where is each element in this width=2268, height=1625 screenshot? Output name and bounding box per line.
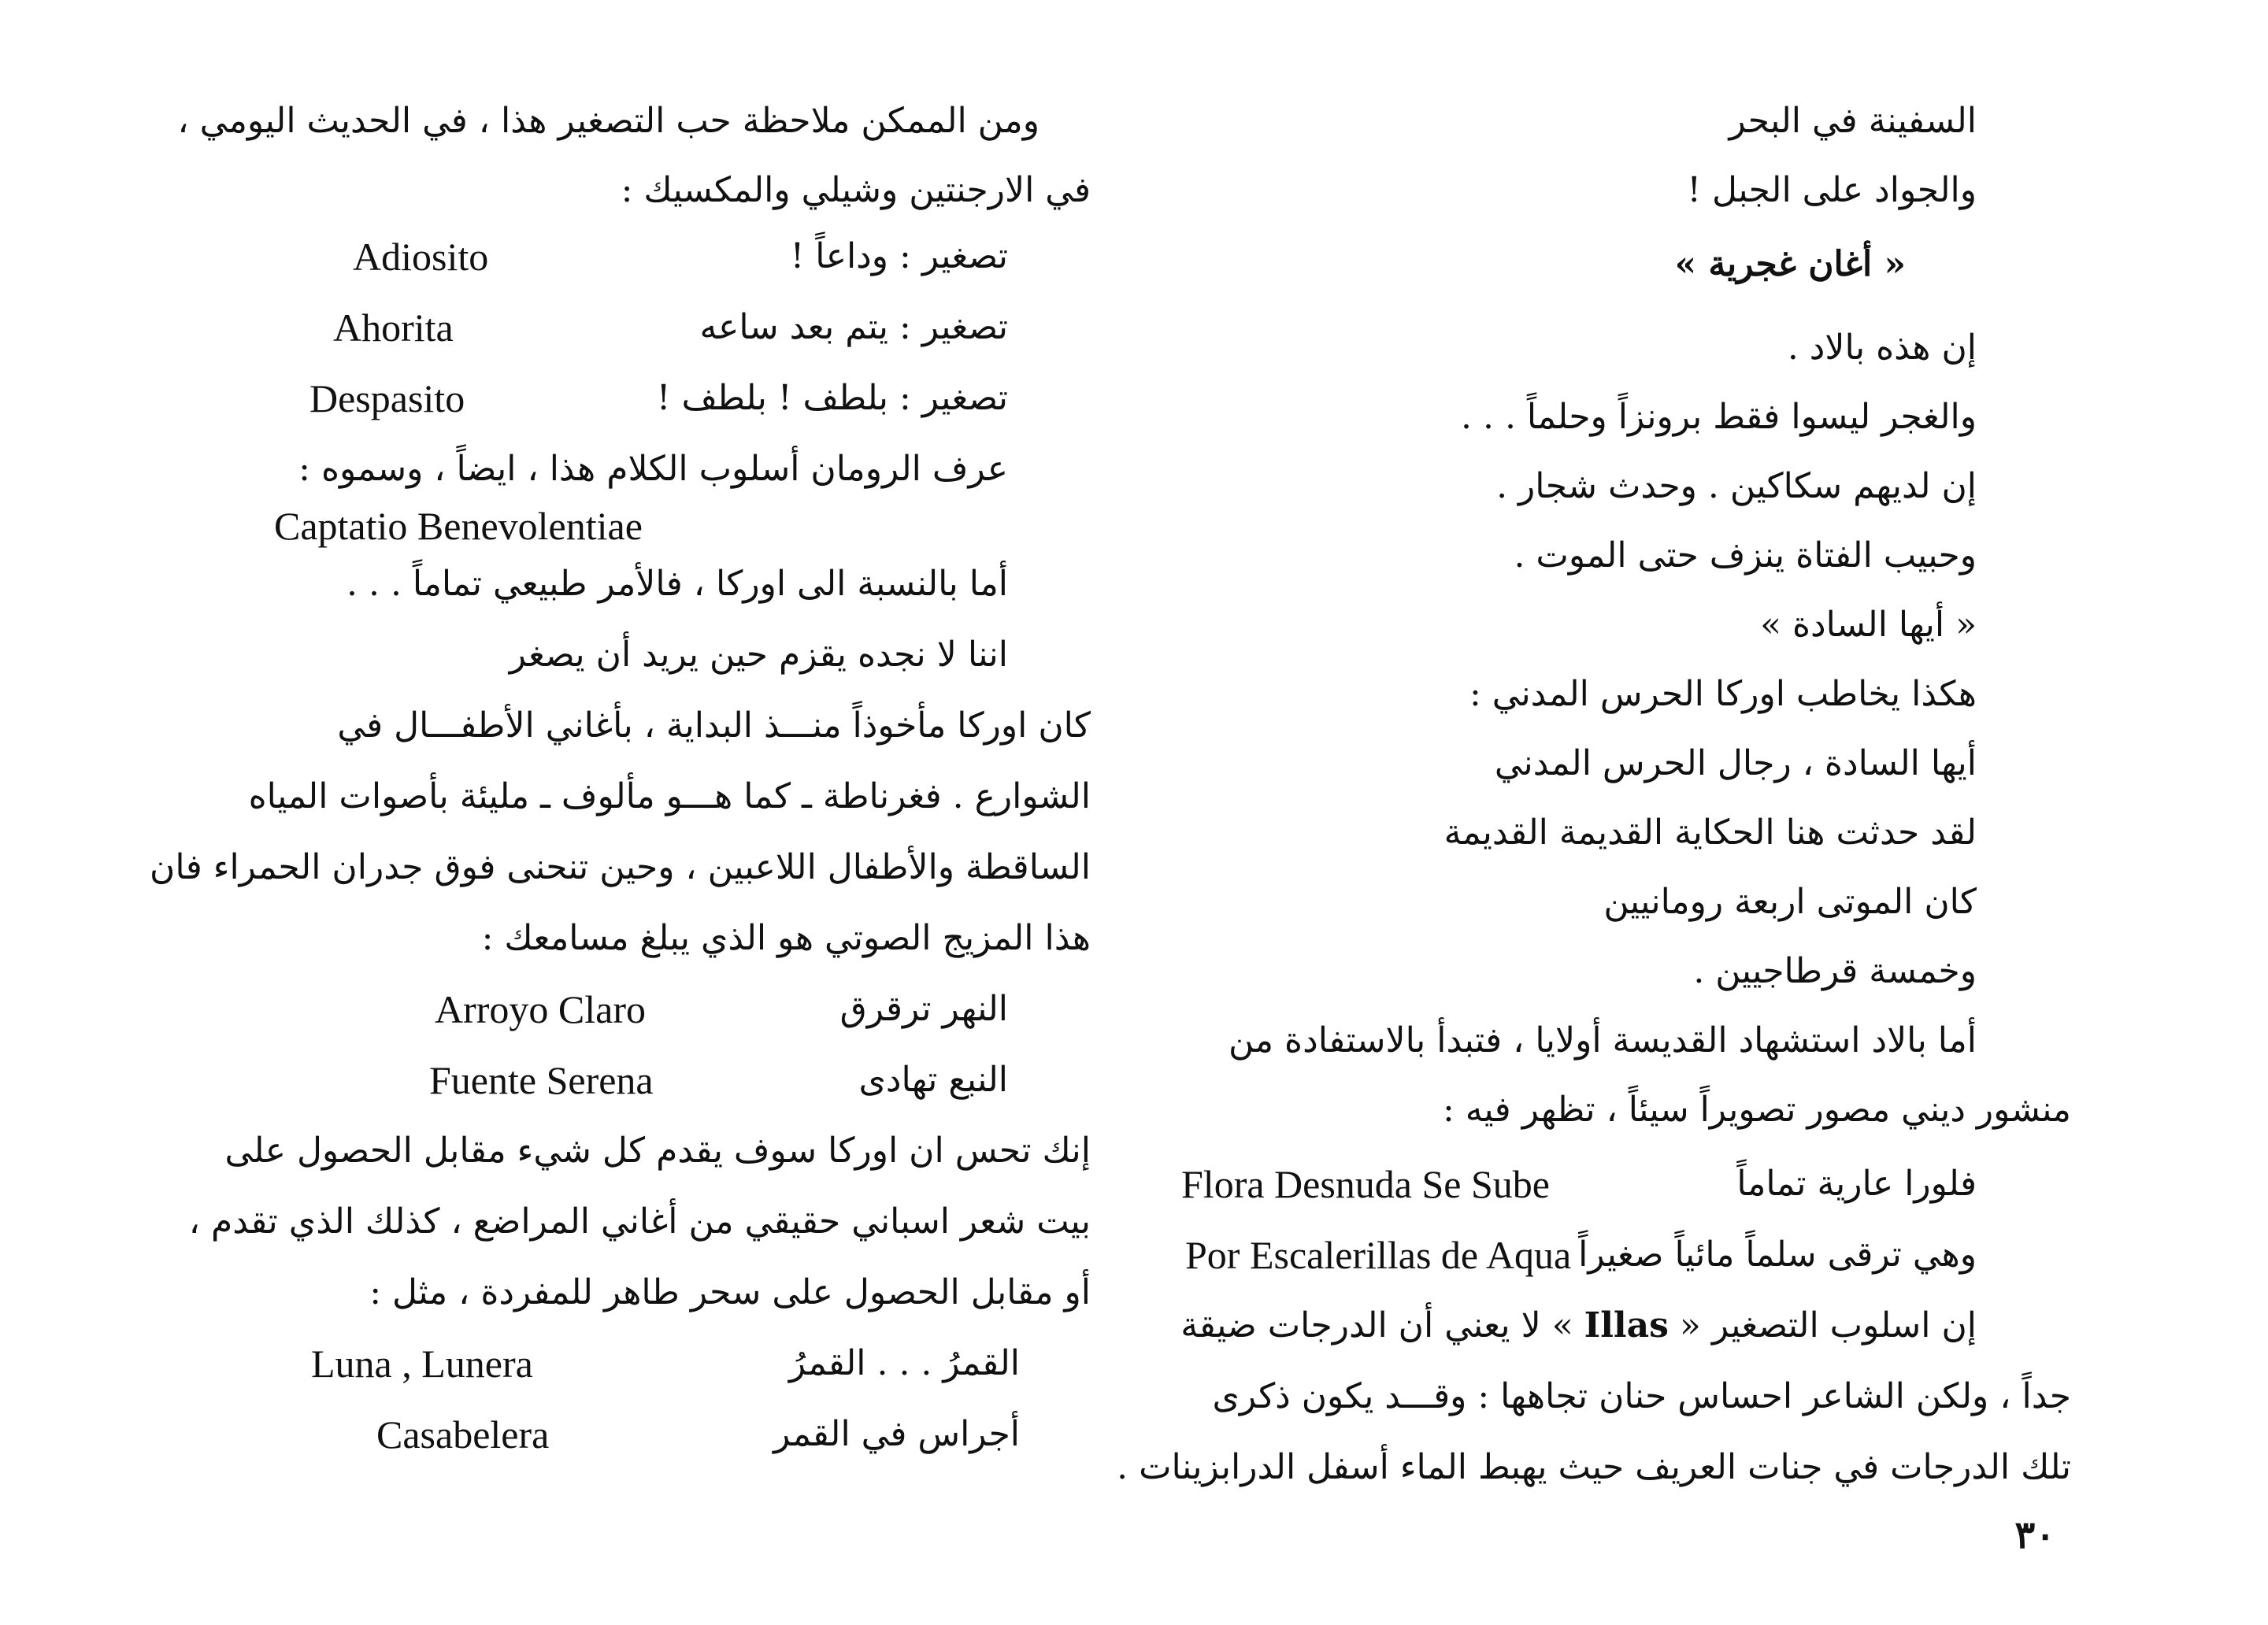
- intro-line: ومن الممكن ملاحظة حب التصغير هذا ، في الحديث اليومي ،: [177, 101, 1040, 141]
- lorca-line: هذا المزيج الصوتي هو الذي يبلغ مسامعك :: [481, 918, 1091, 958]
- lorca-line: اننا لا نجده يقزم حين يريد أن يصغر: [509, 635, 1008, 675]
- diminutive-arabic: تصغير : بلطف ! بلطف !: [656, 378, 1008, 418]
- verse-line: وخمسة قرطاجيين .: [1693, 951, 1977, 991]
- flora-arabic: وهي ترقى سلماً مائياً صغيراً: [1578, 1234, 1977, 1275]
- sound-spanish: Fuente Serena: [429, 1058, 654, 1102]
- paragraph-line: أما بالاد استشهاد القديسة أولايا ، فتبدأ بالاستفادة من: [1228, 1020, 1977, 1061]
- moon-spanish: Casabelera: [376, 1412, 550, 1457]
- sound-spanish: Arroyo Claro: [435, 987, 646, 1031]
- moon-spanish: Luna , Lunera: [311, 1342, 533, 1386]
- verse-line: إن لديهم سكاكين . وحدث شجار .: [1496, 466, 1977, 506]
- lorca-line: الساقطة والأطفال اللاعبين ، وحين تنحنى فوق جدران الحمراء فان: [150, 847, 1091, 887]
- verse-line: هكذا يخاطب اوركا الحرس المدني :: [1469, 674, 1977, 714]
- closing-line: جداً ، ولكن الشاعر احساس حنان تجاهها : وقـــد يكون ذكرى: [1212, 1376, 2071, 1416]
- verse-line: وحبيب الفتاة ينزف حتى الموت .: [1514, 535, 1977, 576]
- poetry-line: إنك تحس ان اوركا سوف يقدم كل شيء مقابل الحصول على: [224, 1131, 1091, 1171]
- sound-arabic: النبع تهادى: [858, 1060, 1008, 1100]
- verse-line: لقد حدثت هنا الحكاية القديمة القديمة: [1443, 812, 1977, 853]
- page-number: ٣٠: [2014, 1513, 2055, 1557]
- paragraph-line: منشور ديني مصور تصويراً سيئاً ، تظهر فيه :: [1443, 1090, 2071, 1130]
- verse-line: إن هذه بالاد .: [1787, 328, 1977, 368]
- lorca-line: الشوارع . فغرناطة ـ كما هـــو مألوف ـ مليئة بأصوات المياه: [248, 776, 1091, 816]
- moon-arabic: أجراس في القمر: [773, 1414, 1020, 1454]
- lorca-line: كان اوركا مأخوذاً منـــذ البداية ، بأغاني الأطفـــال في: [337, 705, 1091, 746]
- illas-line-end: » لا يعني أن الدرجات ضيقة: [1180, 1305, 1573, 1346]
- flora-spanish: Por Escalerillas de Aqua: [1185, 1233, 1572, 1277]
- diminutive-spanish: Ahorita: [333, 305, 454, 350]
- sound-arabic: النهر ترقرق: [839, 989, 1008, 1029]
- flora-spanish: Flora Desnuda Se Sube: [1181, 1162, 1550, 1206]
- intro-line: في الارجنتين وشيلي والمكسيك :: [621, 170, 1091, 210]
- poetry-line: أو مقابل الحصول على سحر طاهر للمفردة ، مثل :: [369, 1272, 1091, 1312]
- verse-line: « أيها السادة »: [1760, 605, 1977, 645]
- diminutive-arabic: تصغير : يتم بعد ساعه: [699, 307, 1008, 347]
- lorca-line: أما بالنسبة الى اوركا ، فالأمر طبيعي تماماً . . .: [346, 564, 1008, 604]
- romans-line: عرف الرومان أسلوب الكلام هذا ، ايضاً ، وسموه :: [298, 449, 1008, 489]
- illas-line-start: إن اسلوب التصغير «: [1679, 1305, 1977, 1346]
- opening-line: والجواد على الجبل !: [1687, 170, 1977, 210]
- illas-line: [1180, 1302, 1977, 1349]
- diminutive-spanish: Adiosito: [353, 235, 489, 279]
- diminutive-arabic: تصغير : وداعاً !: [790, 236, 1008, 276]
- moon-arabic: القمرُ . . . القمرُ: [788, 1343, 1020, 1383]
- opening-line: السفينة في البحر: [1729, 101, 1977, 141]
- verse-line: والغجر ليسوا فقط برونزاً وحلماً . . .: [1461, 397, 1977, 437]
- section-heading: « أغان غجرية »: [1674, 244, 1906, 284]
- flora-arabic: فلورا عارية تماماً: [1736, 1164, 1977, 1204]
- verse-line: كان الموتى اربعة رومانيين: [1603, 882, 1977, 922]
- poetry-line: بيت شعر اسباني حقيقي من أغاني المراضع ، كذلك الذي تقدم ،: [188, 1201, 1091, 1242]
- closing-line: تلك الدرجات في جنات العريف حيث يهبط الماء أسفل الدرابزينات .: [1117, 1447, 2071, 1487]
- illas-term: Illas: [1584, 1305, 1669, 1346]
- diminutive-spanish: Despasito: [309, 376, 465, 420]
- right-page: [1117, 0, 2268, 1625]
- verse-line: أيها السادة ، رجال الحرس المدني: [1494, 743, 1977, 783]
- latin-phrase: Captatio Benevolentiae: [274, 504, 643, 548]
